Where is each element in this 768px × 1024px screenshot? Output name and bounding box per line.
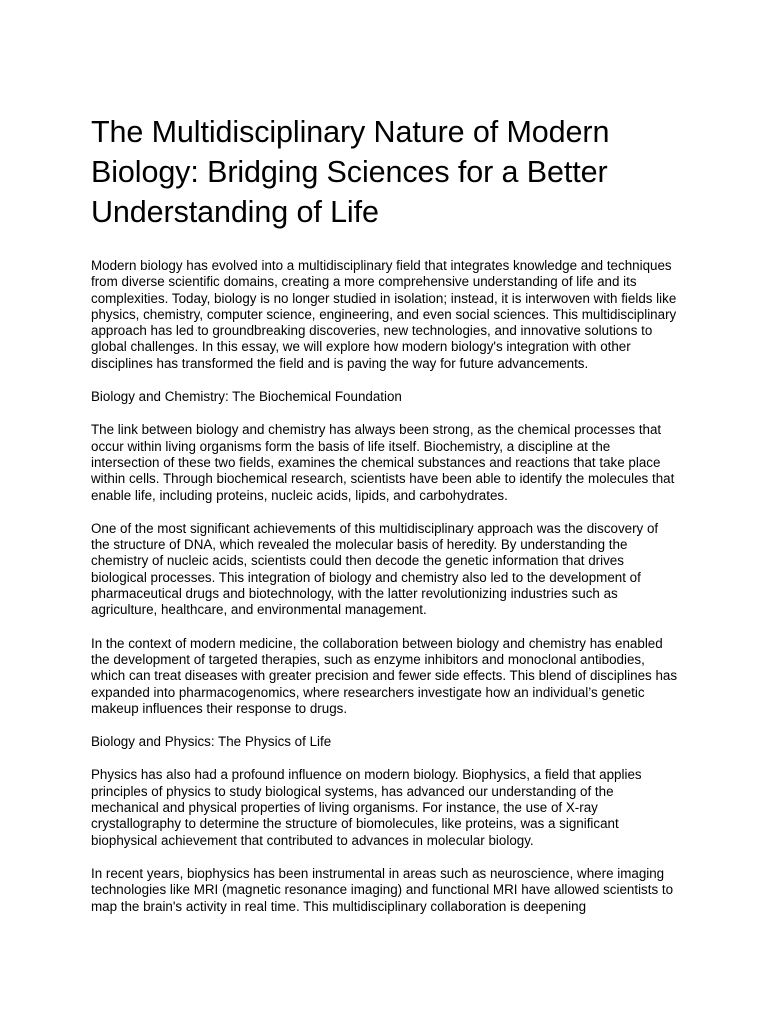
chemistry-paragraph-1: The link between biology and chemistry has always been strong, as the chemical processes that occur within living organisms form the basis of life itself. Biochemistry, a discipline at the intersection of these two fields, examines the chemical substances and reactions that take place within cells. Through biochemical research, scientists have been able to identify the molecules that enable life, including proteins, nucleic acids, lipids, and carbohydrates. — [91, 422, 675, 503]
physics-paragraph-1: Physics has also had a profound influence on modern biology. Biophysics, a field that applies principles of physics to study biological systems, has advanced our understanding of the mechanical and physical properties of living organisms. For instance, the use of X-ray crystallography to determine the structure of biomolecules, like proteins, was a significant biophysical achievement that contributed to advances in molecular biology. — [91, 767, 642, 848]
intro-paragraph: Modern biology has evolved into a multidisciplinary field that integrates knowledge and techniques from diverse scientific domains, creating a more comprehensive understanding of life and its complexities. Today, biology is no longer studied in isolation; instead, it is interwoven with fields like physics, chemistry, computer science, engineering, and even social sciences. This multidisciplinary approach has led to groundbreaking discoveries, new technologies, and innovative solutions to global challenges. In this essay, we will explore how modern biology's integration with other disciplines has transformed the field and is paving the way for future advancements. — [91, 258, 677, 371]
document-page — [91, 112, 679, 932]
section-heading-physics: Biology and Physics: The Physics of Life — [91, 734, 332, 750]
physics-paragraph-2: In recent years, biophysics has been instrumental in areas such as neuroscience, where imaging technologies like MRI (magnetic resonance imaging) and functional MRI have allowed scientists to map the brain's activity in real time. This multidisciplinary collaboration is deepening — [91, 865, 674, 914]
section-heading-chemistry: Biology and Chemistry: The Biochemical Foundation — [91, 389, 402, 405]
chemistry-paragraph-2: One of the most significant achievements of this multidisciplinary approach was the discovery of the structure of DNA, which revealed the molecular basis of heredity. By understanding the chemistry of nucleic acids, scientists could then decode the genetic information that drives biological processes. This integration of biology and chemistry also led to the development of pharmaceutical drugs and biotechnology, with the latter revolutionizing industries such as agriculture, healthcare, and environmental management. — [91, 520, 659, 618]
document-title: The Multidisciplinary Nature of Modern Biology: Bridging Sciences for a Better Understanding of Life — [91, 115, 610, 229]
chemistry-paragraph-3: In the context of modern medicine, the collaboration between biology and chemistry has enabled the development of targeted therapies, such as enzyme inhibitors and monoclonal antibodies, which can treat diseases with greater precision and fewer side effects. This blend of disciplines has expanded into pharmacogenomics, where researchers investigate how an individual’s genetic makeup influences their response to drugs. — [91, 635, 678, 716]
